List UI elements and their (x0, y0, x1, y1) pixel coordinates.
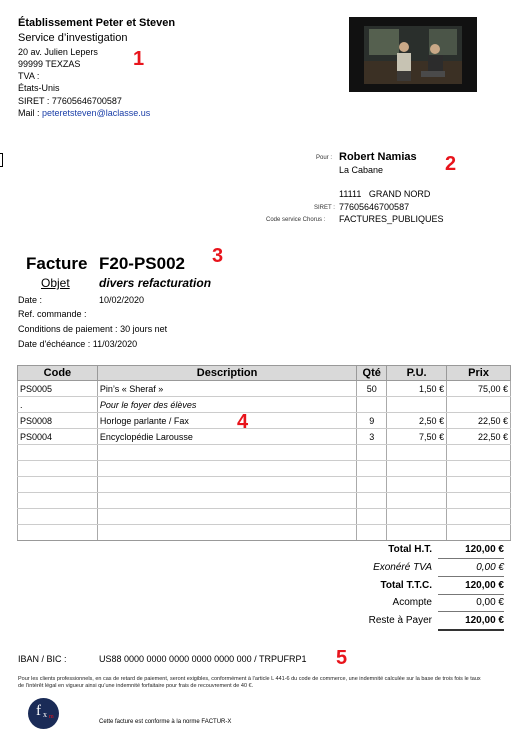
reste-value: 120,00 € (438, 613, 504, 631)
cell-desc: Encyclopédie Larousse (97, 429, 356, 445)
cell-desc: Pour le foyer des élèves (97, 397, 356, 413)
table-row (18, 397, 511, 413)
objet-value: divers refacturation (99, 276, 212, 290)
iban-label: IBAN / BIC : (18, 654, 67, 664)
photo-image (349, 17, 477, 92)
total-ttc-label: Total T.T.C. (380, 580, 432, 591)
company-country: États-Unis (18, 83, 60, 93)
mail-label: Mail : (18, 108, 40, 118)
legal-notice: Pour les clients professionnels, en cas de retard de paiement, seront exigibles, conformément à l’article L 441-6 du code de commerce, une indemnité calculée sur la base de trois fois le taux de l’intérêt légal en vigueur ainsi qu’une indemnité forfaitaire pour frais de recouvrement de 40 €. (18, 676, 481, 689)
logo-letter-f: f (36, 703, 41, 719)
marker-1: 1 (133, 48, 145, 70)
marker-5: 5 (336, 647, 348, 669)
marker-4: 4 (237, 411, 249, 433)
company-address-line1: 20 av. Julien Lepers (18, 47, 98, 57)
facturx-logo (28, 698, 59, 729)
table-row (18, 429, 511, 445)
cell-prix (447, 397, 511, 413)
cell-qty: 50 (357, 381, 387, 397)
due-value: 11/03/2020 (92, 339, 138, 349)
due-label: Date d'échéance : (18, 339, 91, 349)
client-pour-label: Pour : (316, 155, 333, 161)
cell-qty (357, 397, 387, 413)
marker-3: 3 (212, 245, 224, 267)
cell-pu: 2,50 € (387, 413, 447, 429)
cell-pu: 1,50 € (387, 381, 447, 397)
acompte-label: Acompte (392, 597, 432, 608)
client-postal: 11111 (339, 189, 362, 199)
table-row-empty (18, 461, 511, 477)
client-city: GRAND NORD (368, 189, 431, 199)
reste-label: Reste à Payer (368, 615, 432, 626)
cell-prix: 22,50 € (447, 429, 511, 445)
conformity-note: Cette facture est conforme à la norme FACTUR-X (99, 719, 232, 725)
totals-block (0, 542, 519, 632)
header-pu: P.U. (387, 366, 447, 381)
total-ttc-value: 120,00 € (438, 578, 504, 595)
company-tva: TVA : (18, 71, 40, 81)
cell-qty: 3 (357, 429, 387, 445)
total-ht-label: Total H.T. (388, 544, 432, 555)
invoice-title-label: Facture (26, 254, 88, 273)
cell-prix: 22,50 € (447, 413, 511, 429)
header-qty: Qté (357, 366, 387, 381)
cell-code: . (18, 397, 98, 413)
cell-pu: 7,50 € (387, 429, 447, 445)
company-subtitle: Service d’investigation (18, 32, 128, 44)
exonere-tva-value: 0,00 € (438, 560, 504, 577)
header-code: Code (18, 366, 98, 381)
exonere-tva-label: Exonéré TVA (373, 562, 432, 573)
client-chorus-label: Code service Chorus : (266, 217, 326, 223)
date-value: 10/02/2020 (99, 295, 145, 305)
cell-desc: Pin’s « Sheraf » (97, 381, 356, 397)
edge-bracket (0, 153, 3, 167)
invoice-number: F20-PS002 (99, 254, 185, 273)
cell-pu (387, 397, 447, 413)
company-photo (349, 17, 477, 92)
cell-desc: Horloge parlante / Fax (97, 413, 356, 429)
acompte-value: 0,00 € (438, 595, 504, 612)
table-row-empty (18, 509, 511, 525)
table-row-empty (18, 477, 511, 493)
payment-conditions: Conditions de paiement : 30 jours net (18, 324, 168, 334)
table-row (18, 413, 511, 429)
logo-letter-m: m (49, 714, 54, 720)
cell-code: PS0008 (18, 413, 98, 429)
items-table (17, 365, 511, 541)
header-prix: Prix (447, 366, 511, 381)
logo-letter-x: x (43, 710, 47, 719)
marker-2: 2 (445, 153, 457, 175)
ref-commande: Ref. commande : (18, 309, 87, 319)
cell-code: PS0005 (18, 381, 98, 397)
client-siret: 77605646700587 (339, 202, 410, 212)
total-ht-value: 120,00 € (438, 542, 504, 559)
objet-label: Objet (41, 276, 70, 290)
table-header-row (18, 366, 511, 381)
company-address-line2: 99999 TEXZAS (18, 59, 81, 69)
company-siret: SIRET : 77605646700587 (18, 96, 122, 106)
client-chorus: FACTURES_PUBLIQUES (339, 214, 444, 224)
table-row-empty (18, 493, 511, 509)
due-date (18, 339, 137, 349)
client-postal-city (339, 189, 430, 199)
client-address: La Cabane (339, 165, 384, 175)
cell-prix: 75,00 € (447, 381, 511, 397)
cell-code: PS0004 (18, 429, 98, 445)
table-row-empty (18, 525, 511, 541)
date-label: Date : (18, 295, 43, 305)
company-name: Établissement Peter et Steven (18, 17, 176, 29)
company-mail (18, 108, 150, 119)
mail-link[interactable]: peteretsteven@laclasse.us (42, 108, 151, 118)
client-name: Robert Namias (339, 151, 417, 163)
cell-qty: 9 (357, 413, 387, 429)
client-siret-label: SIRET : (314, 205, 335, 211)
table-row-empty (18, 445, 511, 461)
iban-value: US88 0000 0000 0000 0000 0000 000 / TRPUFRP1 (99, 654, 307, 664)
table-row (18, 381, 511, 397)
header-description: Description (97, 366, 356, 381)
